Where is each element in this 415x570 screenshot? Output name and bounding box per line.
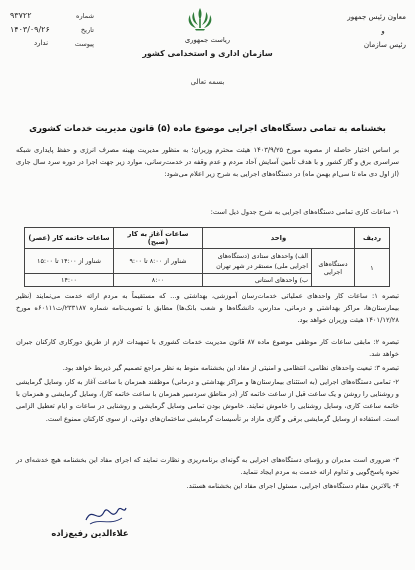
note-2: تبصره ۲: مابقی ساعات کار موظفی موضوع ماده ۸۷ قانون مدیریت خدمات کشوری با تمهیدات لازم از طریق دورکاری کارکنان جبران خواهد شد. [16, 338, 399, 359]
unit-cell: ب) واحدهای استانی [203, 274, 312, 287]
group-cell: دستگاه‌های اجرایی [312, 249, 355, 287]
number-value: ۹۳۷۲۲ [10, 11, 32, 20]
iran-emblem-icon [186, 6, 214, 32]
number-label: شماره [76, 12, 94, 20]
column-header-unit: واحد [203, 228, 355, 249]
start-time-cell: شناور از ۸:۰۰ تا ۹:۰۰ [114, 249, 203, 274]
presidency-line: ریاست جمهوری [184, 36, 231, 44]
date-label: تاریخ [80, 26, 94, 34]
item-1: ۱- ساعات کاری تمامی دستگاه‌های اجرایی به شرح جدول ذیل است: [210, 208, 399, 216]
document-title: بخشنامه به تمامی دستگاه‌های اجرایی موضوع ماده (۵) قانون مدیریت خدمات کشوری [29, 124, 386, 134]
column-header-end-time: ساعات خاتمه کار (عصر) [25, 228, 114, 249]
head-of-organization-line: رئیس سازمان [363, 40, 406, 49]
organization-name: سازمان اداری و استخدامی کشور [142, 49, 273, 58]
vice-president-line: معاون رئیس جمهور [347, 12, 406, 21]
end-time-cell: ۱۴:۰۰ [25, 274, 114, 287]
intro-paragraph: بر اساس اختیار حاصله از مصوبه مورخ ۱۴۰۳/۹/۲۵ هیئت محترم وزیران؛ به منظور مدیریت بهینه مصرف انرژی و حفظ پایداری شبکه سراسری برق و گاز کشور و با هدف تأمین آسایش آحاد مردم و عدم وقفه در خدمت‌رسانی، موارد زیر جهت اجرا در دوره سرد سال جاری (از اول دی ماه تا سی‌ام بهمن ماه) در دستگاه‌های اجرایی به شرح زیر اعلام می‌شود: [16, 146, 399, 179]
bismillah: بسمه تعالی [190, 78, 225, 86]
column-header-row-number: ردیف [355, 228, 390, 249]
item-2: ۲- تمامی دستگاه‌های اجرایی (به استثنای بیمارستان‌ها و مراکز بهداشتی و درمانی) موظفند همزمان با ساعت آغاز به کار، وسایل گرمایشی و روشنایی را روشن و یک ساعت قبل از ساعت خاتمه کار (در مناطق سردسیر همزمان با ساعت خاتمه کار)، وسایل گرمایشی و همزمان با خاتمه ساعت کاری، وسایل روشنایی را خاموش نمایند. خاموش بودن تمامی وسایل گرمایشی و روشنایی در ساعات و ایام تعطیل الزامی است. استفاده از وسایل گرمایشی برقی و گازی مازاد بر تأسیسات گرمایشی ساختمان‌های دولتی، از سوی کارکنان ممنوع است. [16, 378, 399, 423]
table-header-row [25, 228, 390, 249]
date-value: ۱۴۰۳/۰۹/۲۶ [10, 25, 50, 34]
item-3: ۳- ضروری است مدیران و رؤسای دستگاه‌های اجرایی به گونه‌ای برنامه‌ریزی و نظارت نمایند که اجرای مفاد این بخشنامه هیچ خدشه‌ای در نحوه پاسخ‌گویی و تداوم ارائه خدمت به مردم ایجاد ننماید. [16, 456, 399, 477]
start-time-cell: ۸:۰۰ [114, 274, 203, 287]
note-1: تبصره ۱: ساعات کار واحدهای عملیاتی خدمات‌رسان آموزشی، بهداشتی و... که مستقیماً به مردم ارائه خدمت می‌نمایند (نظیر بیمارستان‌ها، مراکز بهداشتی و درمانی، مدارس، دانشگاه‌ها و شعب بانک‌ها) مطابق با تصویب‌نامه شماره ۲۳۳۱۸۷/ت۶۰۱۱۱ه مورخ ۱۴۰۱/۱۲/۲۸ هیئت وزیران خواهد بود. [16, 292, 400, 325]
row-number-cell: ۱ [355, 249, 390, 287]
item-4: ۴- بالاترین مقام دستگاه‌های اجرایی، مسئول اجرای مفاد این بخشنامه هستند. [186, 482, 399, 490]
end-time-cell: شناور از ۱۴:۰۰ تا ۱۵:۰۰ [25, 249, 114, 274]
attachment-value: ندارد [33, 39, 49, 47]
unit-cell: الف) واحدهای ستادی (دستگاه‌های اجرایی ملی) مستقر در شهر تهران [203, 249, 312, 274]
signatory-name: علاءالدین رفیع‌زاده [51, 528, 129, 538]
note-3: تبصره ۳: تبعیت واحدهای نظامی، انتظامی و امنیتی از مفاد این بخشنامه منوط به نظر مراجع تصمیم گیر ذیربط خواهد بود. [62, 364, 399, 372]
handwritten-signature [82, 500, 128, 528]
column-header-start-time: ساعات آغاز به کار (صبح) [114, 228, 203, 249]
conjunction-line: و [381, 26, 385, 35]
attachment-label: پیوست [74, 40, 94, 48]
working-hours-table [24, 227, 390, 287]
table-row [25, 249, 390, 274]
